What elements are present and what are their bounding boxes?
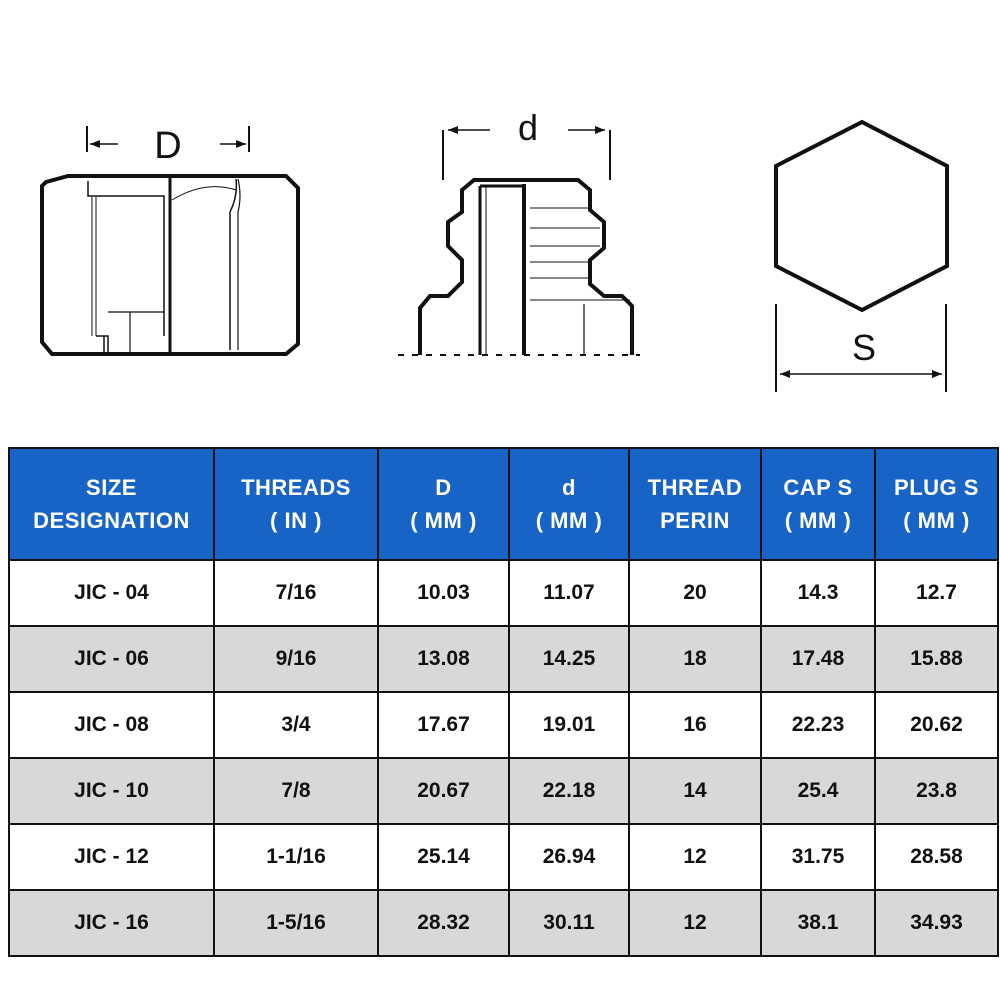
table-cell: JIC - 06 [9, 626, 214, 692]
table-cell: 28.32 [378, 890, 509, 956]
table-cell: 7/16 [214, 560, 378, 626]
table-cell: 19.01 [509, 692, 629, 758]
table-cell: 1-5/16 [214, 890, 378, 956]
header-threads: THREADS ( IN ) [214, 448, 378, 560]
table-cell: 30.11 [509, 890, 629, 956]
table-cell: 1-1/16 [214, 824, 378, 890]
table-cell: JIC - 04 [9, 560, 214, 626]
table-row [9, 890, 998, 956]
table-cell: 31.75 [761, 824, 875, 890]
table-cell: 26.94 [509, 824, 629, 890]
table-cell: JIC - 16 [9, 890, 214, 956]
nut-d-label: D [154, 125, 182, 167]
header-d-lower: d ( MM ) [509, 448, 629, 560]
table-cell: 13.08 [378, 626, 509, 692]
table-cell: 3/4 [214, 692, 378, 758]
table-cell: 20.67 [378, 758, 509, 824]
table-cell: 20 [629, 560, 761, 626]
table-cell: 7/8 [214, 758, 378, 824]
header-cap-s: CAP S ( MM ) [761, 448, 875, 560]
table-cell: 9/16 [214, 626, 378, 692]
table-cell: 28.58 [875, 824, 998, 890]
table-cell: 20.62 [875, 692, 998, 758]
fitting-d-label: d [517, 107, 539, 148]
table-cell: 10.03 [378, 560, 509, 626]
table-cell: 15.88 [875, 626, 998, 692]
header-thread-perin: THREAD PERIN [629, 448, 761, 560]
table-cell: 14.3 [761, 560, 875, 626]
header-d-upper: D ( MM ) [378, 448, 509, 560]
table-row [9, 758, 998, 824]
table-cell: 14 [629, 758, 761, 824]
dimension-diagrams [0, 0, 1000, 440]
table-row [9, 692, 998, 758]
table-cell: 12 [629, 824, 761, 890]
table-cell: 38.1 [761, 890, 875, 956]
table-cell: 22.18 [509, 758, 629, 824]
table-cell: 18 [629, 626, 761, 692]
table-cell: 12 [629, 890, 761, 956]
table-cell: 14.25 [509, 626, 629, 692]
table-cell: 17.67 [378, 692, 509, 758]
jic-size-table [8, 447, 999, 957]
hex-s-label: S [851, 327, 877, 368]
table-cell: 23.8 [875, 758, 998, 824]
table-cell: 22.23 [761, 692, 875, 758]
table-cell: 25.4 [761, 758, 875, 824]
table-cell: 17.48 [761, 626, 875, 692]
table-row [9, 824, 998, 890]
table-cell: 11.07 [509, 560, 629, 626]
table-cell: 12.7 [875, 560, 998, 626]
table-cell: JIC - 08 [9, 692, 214, 758]
table-row [9, 560, 998, 626]
header-size-designation: SIZE DESIGNATION [9, 448, 214, 560]
table-cell: 25.14 [378, 824, 509, 890]
table-header-row [9, 448, 998, 560]
header-plug-s: PLUG S ( MM ) [875, 448, 998, 560]
fitting-drawing [398, 126, 640, 355]
table-cell: JIC - 12 [9, 824, 214, 890]
table-row [9, 626, 998, 692]
table-cell: JIC - 10 [9, 758, 214, 824]
table-cell: 34.93 [875, 890, 998, 956]
table-cell: 16 [629, 692, 761, 758]
